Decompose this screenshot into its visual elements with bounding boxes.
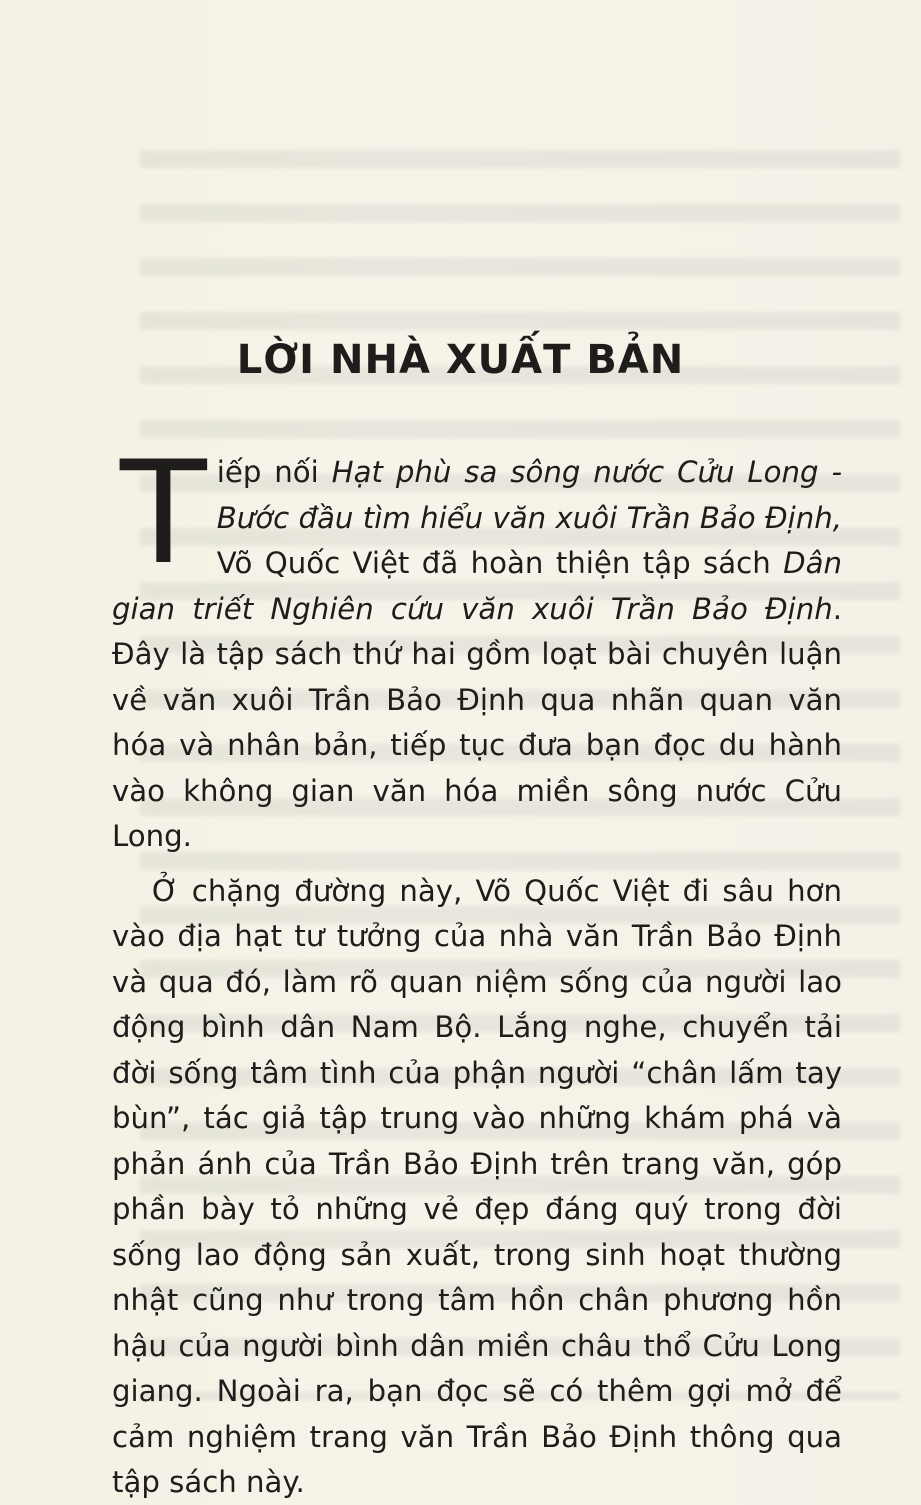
drop-cap: T (120, 431, 207, 596)
page-title: LỜI NHÀ XUẤT BẢN (236, 336, 685, 383)
preface-body (112, 431, 842, 1505)
paragraph-1-tail: . Đây là tập sách thứ hai gồm loạt bài chuyên luận về văn xuôi Trần Bảo Định qua nhãn quan văn hóa và nhân bản, tiếp tục đưa bạn đọc du hành vào không gian văn hóa miền sông nước Cửu Long. (112, 591, 842, 853)
paragraph-1-lead: iếp nối (216, 455, 332, 489)
book-title-1: Hạt phù sa sông nước Cửu Long - Bước đầu tìm hiểu văn xuôi Trần Bảo Định, (216, 455, 842, 535)
book-title-2: Dân gian triết Nghiên cứu văn xuôi Trần Bảo Định (112, 546, 842, 626)
paragraph-1-mid: Võ Quốc Việt đã hoàn thiện tập sách (216, 546, 784, 580)
paragraph-2: Ở chặng đường này, Võ Quốc Việt đi sâu hơn vào địa hạt tư tưởng của nhà văn Trần Bảo Định và qua đó, làm rõ quan niệm sống của người lao động bình dân Nam Bộ. Lắng nghe, chuyển tải đời sống tâm tình của phận người “chân lấm tay bùn”, tác giả tập trung vào những khám phá và phản ánh của Trần Bảo Định trên trang văn, góp phần bày tỏ những vẻ đẹp đáng quý trong đời sống lao động sản xuất, trong sinh hoạt thường nhật cũng như trong tâm hồn chân phương hồn hậu của người bình dân miền châu thổ Cửu Long giang. Ngoài ra, bạn đọc sẽ có thêm gợi mở để cảm nghiệm trang văn Trần Bảo Định thông qua tập sách này. (112, 873, 842, 1499)
paragraph-1 (112, 431, 842, 860)
